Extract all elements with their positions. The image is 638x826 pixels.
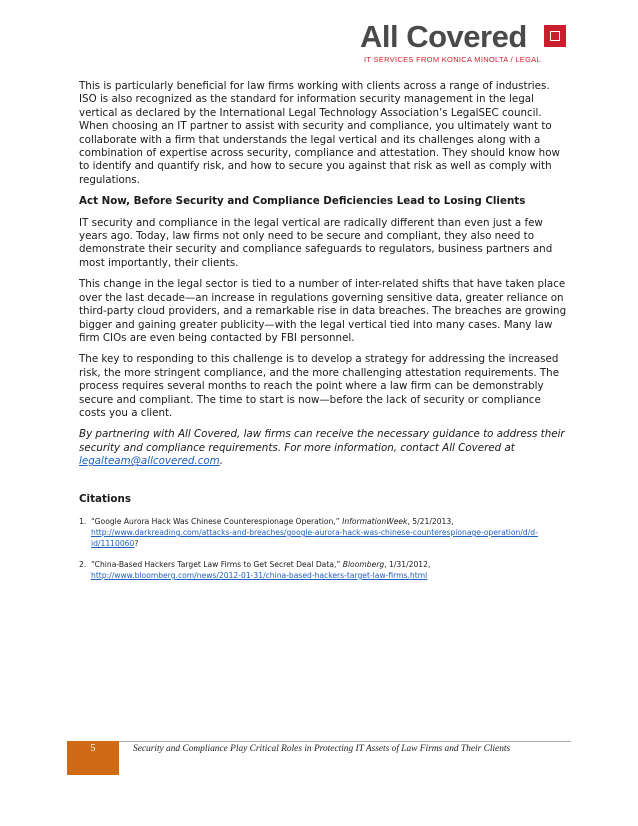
- logo-tagline: IT SERVICES FROM KONICA MINOLTA / LEGAL: [364, 55, 542, 64]
- call-to-action: [79, 428, 569, 468]
- citation-item: [79, 516, 569, 549]
- citations-heading: Citations: [79, 492, 131, 505]
- footer-title: Security and Compliance Play Critical Roles in Protecting IT Assets of Law Firms and Their Clients: [133, 744, 511, 754]
- company-logo: [360, 20, 570, 64]
- cta-end: .: [219, 455, 223, 468]
- citation-source: Bloomberg: [342, 559, 385, 569]
- logo-square-icon: [544, 25, 566, 47]
- paragraph-iso: This is particularly beneficial for law firms working with clients across a range of industries. ISO is also recognized as the standard for information security management in the legal vertical as declared by the International Legal Technology Association’s LegalSEC council.: [79, 80, 550, 119]
- citation-source: InformationWeek: [342, 516, 408, 526]
- paragraph-it-security: IT security and compliance in the legal vertical are radically different than even just a few years ago. Today, law firms not only need to be secure and compliant, they also need to demonstrate their security and compliance safeguards to regulators, business partners and most importantly, their clients.: [79, 216, 553, 269]
- page-number: 5: [90, 743, 96, 754]
- cta-text: By partnering with All Covered, law firms can receive the necessary guidance to address their security and compliance requirements. For more information, contact All Covered at: [79, 428, 565, 454]
- citation-link[interactable]: http://www.darkreading.com/attacks-and-breaches/google-aurora-hack-was-chinese-counterespionage-operation/d/d-id/1110060: [91, 527, 538, 548]
- logo-wordmark: All Covered: [360, 19, 527, 54]
- citation-date: , 1/31/2012,: [384, 559, 431, 569]
- paragraph-legal-change: This change in the legal sector is tied to a number of inter-related shifts that have taken place over the last decade—an increase in regulations governing sensitive data, greater reliance on third-party cloud providers, and a remarkable rise in data breaches. The breaches are growing bigger and gaining greater publicity—with the legal vertical tied into many cases. Many law firm CIOs are even being contacted by FBI personnel.: [79, 278, 567, 344]
- citation-date: , 5/21/2013,: [407, 516, 454, 526]
- paragraph-key-response: The key to responding to this challenge is to develop a strategy for addressing the increased risk, the more stringent compliance, and the more challenging attestation requirements. The process requires several months to reach the point where a law firm can be demonstrably secure and compliant. The time to start is now—before the lack of security or compliance costs you a client.: [79, 353, 560, 419]
- contact-email-link[interactable]: legalteam@allcovered.com: [79, 455, 220, 468]
- footer-rule: [67, 741, 571, 742]
- citation-link-end: ?: [134, 538, 139, 548]
- document-body: [79, 80, 569, 591]
- citation-number: 1.: [79, 516, 87, 526]
- citation-item: [79, 559, 569, 581]
- citation-title: “China-Based Hackers Target Law Firms to Get Secret Deal Data,”: [91, 559, 343, 569]
- citation-title: “Google Aurora Hack Was Chinese Counterespionage Operation,”: [91, 516, 343, 526]
- section-heading: Act Now, Before Security and Compliance Deficiencies Lead to Losing Clients: [79, 195, 526, 208]
- citation-body: [91, 559, 569, 581]
- citation-link[interactable]: http://www.bloomberg.com/news/2012-01-31/china-based-hackers-target-law-firms.html: [91, 570, 428, 580]
- citation-body: [91, 516, 569, 549]
- citation-number: 2.: [79, 559, 87, 569]
- footer-page-box: [67, 741, 119, 775]
- paragraph-it-partner: When choosing an IT partner to assist with security and compliance, you ultimately want to collaborate with a firm that understands the legal vertical and its challenges along with a combination of expertise across security, compliance and attestation. They should know how to identify and quantify risk, and how to secure you against that risk as well as comply with regulations.: [79, 120, 560, 186]
